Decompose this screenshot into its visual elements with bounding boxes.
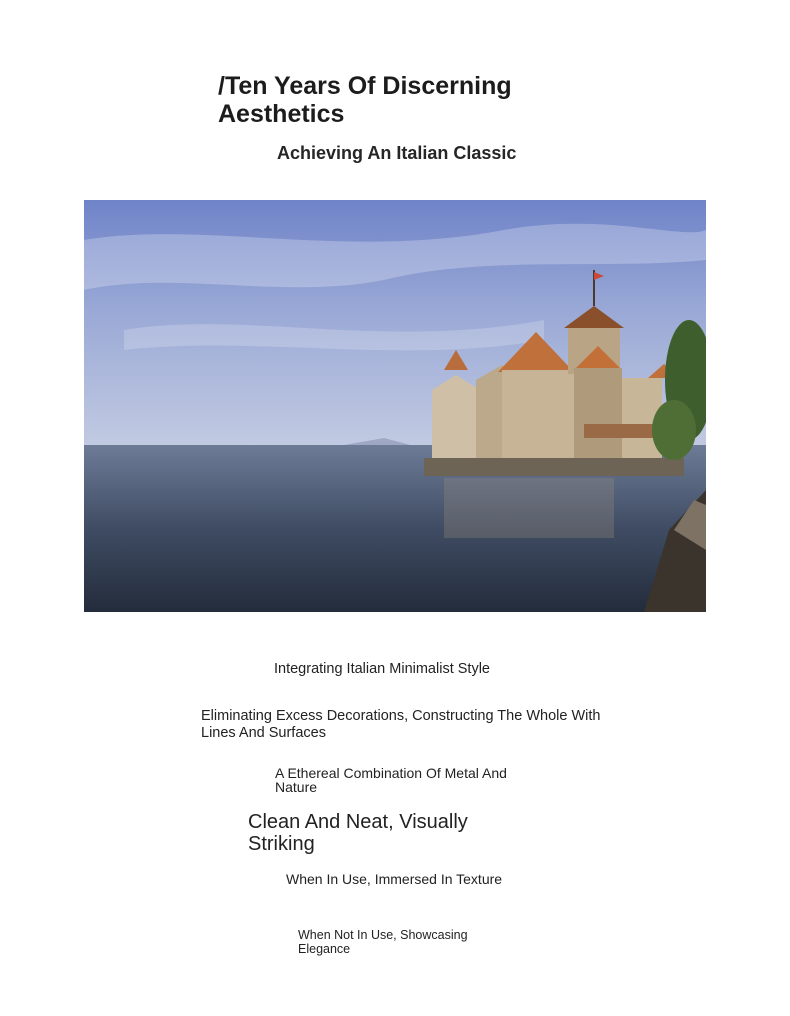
text-line-4: Clean And Neat, Visually Striking: [248, 811, 468, 855]
text-line-5: When In Use, Immersed In Texture: [286, 871, 503, 887]
text-line-1: Integrating Italian Minimalist Style: [274, 661, 490, 677]
page-title: /Ten Years Of Discerning Aesthetics: [218, 72, 512, 128]
text-line-6: When Not In Use, Showcasing Elegance: [298, 928, 468, 956]
castle-lake-photo: [84, 200, 706, 612]
page-subtitle: Achieving An Italian Classic: [277, 143, 517, 163]
text-line-3: A Ethereal Combination Of Metal And Nature: [275, 765, 507, 795]
text-line-2: Eliminating Excess Decorations, Constructing The Whole With Lines And Surfaces: [201, 708, 601, 741]
